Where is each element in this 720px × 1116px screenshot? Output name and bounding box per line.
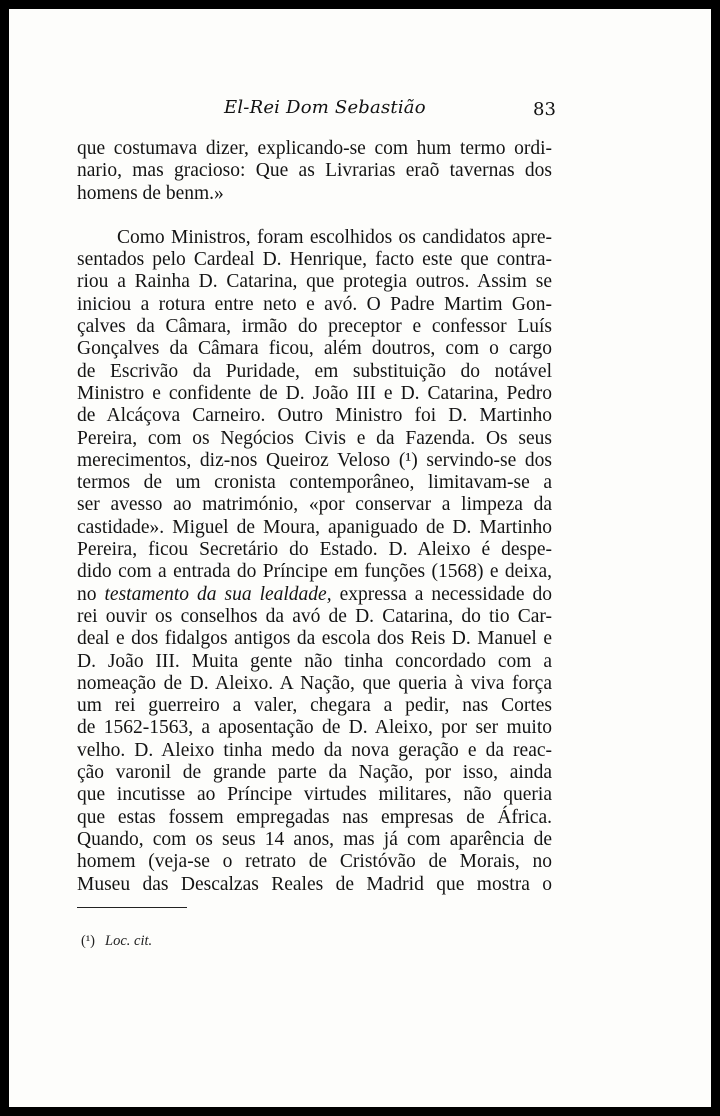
text-line: nario, mas gracioso: Que as Livrarias eraõ tavernas dos <box>77 160 552 182</box>
paragraph-ministers <box>77 227 552 896</box>
book-page <box>9 9 711 1107</box>
text-line: iniciou a rotura entre neto e avó. O Padre Martim Gon- <box>77 293 552 315</box>
text-line: Gonçalves da Câmara ficou, além doutros, com o cargo <box>77 338 552 360</box>
running-title: El-Rei Dom Sebastião <box>224 97 426 118</box>
text-segment: servindo-se dos <box>426 449 553 471</box>
text-segment: merecimentos, diz-nos Queiroz Veloso <box>77 449 391 471</box>
footnote-reference: (¹) <box>398 449 418 471</box>
footnote-text: Loc. cit. <box>105 933 153 949</box>
text-line: D. João III. Muita gente não tinha concordado com a <box>77 650 552 672</box>
text-line-with-footnote <box>77 450 552 472</box>
footnote <box>81 933 152 950</box>
text-line: Como Ministros, foram escolhidos os candidatos apre- <box>117 226 552 248</box>
text-line: termos de um cronista contemporâneo, limitavam-se a <box>77 472 552 494</box>
body-text <box>77 138 552 896</box>
text-line: ser avesso ao matrimónio, «por conservar a limpeza da <box>77 494 552 516</box>
paragraph-gap <box>77 205 552 227</box>
text-line: velho. D. Aleixo tinha medo da nova geração e da reac- <box>77 739 552 761</box>
text-line: que incutisse ao Príncipe virtudes militares, não queria <box>77 784 552 806</box>
text-line: Ministro e confidente de D. João III e D. Catarina, Pedro <box>77 382 552 404</box>
text-line: de Alcáçova Carneiro. Outro Ministro foi D. Martinho <box>77 405 552 427</box>
text-line: de 1562-1563, a aposentação de D. Aleixo, por ser muito <box>77 717 552 739</box>
text-line: rei ouvir os conselhos da avó de D. Catarina, do tio Car- <box>77 605 552 627</box>
text-line: çalves da Câmara, irmão do preceptor e confessor Luís <box>77 316 552 338</box>
text-line-with-italic <box>77 584 552 606</box>
text-segment: no <box>77 583 97 605</box>
page-header <box>9 97 711 125</box>
text-line: Museu das Descalzas Reales de Madrid que mostra o <box>77 873 552 895</box>
italic-title: testamento da sua lealdade, <box>104 583 332 605</box>
text-line: que estas fossem empregadas nas empresas de África. <box>77 806 552 828</box>
text-line: sentados pelo Cardeal D. Henrique, facto este que contra- <box>77 249 552 271</box>
text-line: deal e dos fidalgos antigos da escola dos Reis D. Manuel e <box>77 628 552 650</box>
text-line: Pereira, ficou Secretário do Estado. D. Aleixo é despe- <box>77 539 552 561</box>
text-line: nomeação de D. Aleixo. A Nação, que queria à viva força <box>77 672 552 694</box>
text-line: de Escrivão da Puridade, em substituição do notável <box>77 360 552 382</box>
text-segment: expressa a necessidade do <box>339 583 552 605</box>
text-line: que costumava dizer, explicando-se com hum termo ordi- <box>77 138 552 159</box>
footnote-marker: (¹) <box>81 933 96 949</box>
text-line: dido com a entrada do Príncipe em funções (1568) e deixa, <box>77 561 552 583</box>
paragraph-continued <box>77 138 552 205</box>
text-line: homem (veja-se o retrato de Cristóvão de Morais, no <box>77 851 552 873</box>
text-line: riou a Rainha D. Catarina, que protegia outros. Assim se <box>77 271 552 293</box>
footnote-divider <box>77 907 187 908</box>
text-line: ção varonil de grande parte da Nação, por isso, ainda <box>77 762 552 784</box>
text-line: homens de benm.» <box>77 182 224 204</box>
text-line: um rei guerreiro a valer, chegara a pedir, nas Cortes <box>77 695 552 717</box>
page-number: 83 <box>533 99 556 120</box>
text-line: castidade». Miguel de Moura, apaniguado de D. Martinho <box>77 516 552 538</box>
text-line: Quando, com os seus 14 anos, mas já com aparência de <box>77 828 552 850</box>
text-line: Pereira, com os Negócios Civis e da Fazenda. Os seus <box>77 427 552 449</box>
